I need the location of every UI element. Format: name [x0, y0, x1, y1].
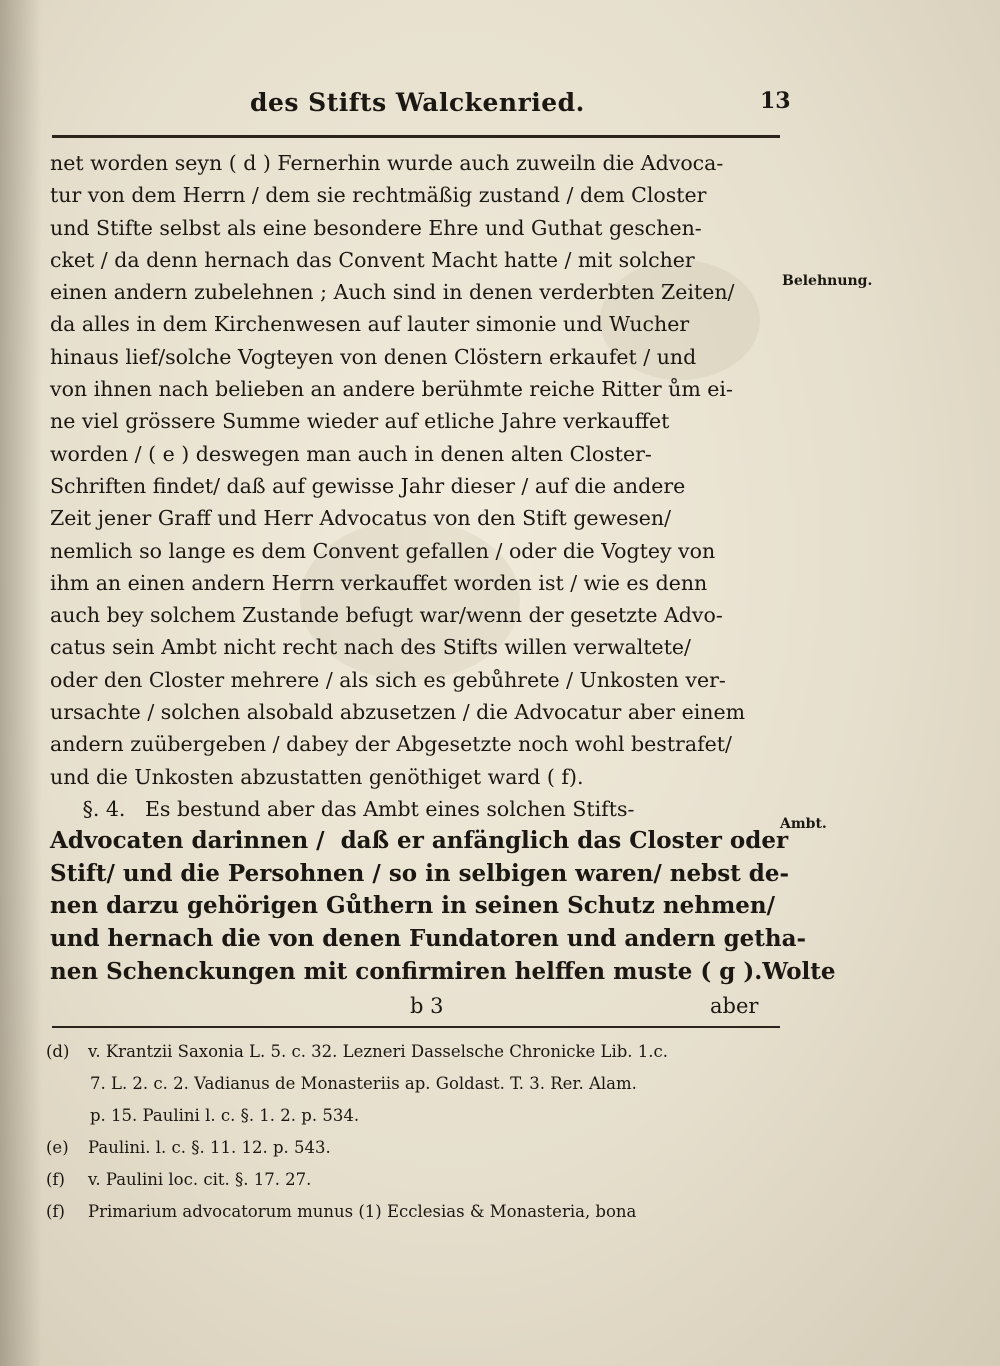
footnote-rule: [52, 1026, 780, 1028]
footnote-mark: (f): [46, 1202, 65, 1221]
footnote: [46, 1196, 786, 1228]
text-line: andern zuübergeben / dabey der Abgesetzte noch wohl bestrafet/: [50, 732, 732, 757]
text-line: tur von dem Herrn / dem sie rechtmäßig zustand / dem Closter: [50, 183, 707, 208]
text-line: und Stifte selbst als eine besondere Ehre und Guthat geschen-: [50, 215, 702, 240]
text-line: auch bey solchem Zustande befugt war/wenn der gesetzte Advo-: [50, 603, 723, 628]
footnote-text: p. 15. Paulini l. c. §. 1. 2. p. 534.: [90, 1106, 360, 1125]
emphasis-line: nen Schenckungen mit confirmiren helffen muste ( g ).Wolte: [50, 957, 836, 985]
footnotes-block: [46, 1036, 786, 1228]
text-line: oder den Closter mehrere / als sich es gebůhrete / Unkosten ver-: [50, 667, 726, 692]
text-line: und die Unkosten abzustatten genöthiget ward ( f).: [50, 764, 584, 789]
running-title: des Stifts Walckenried.: [250, 88, 585, 117]
text-line: von ihnen nach belieben an andere berühmte reiche Ritter ům ei-: [50, 377, 733, 402]
emphasis-line: Advocaten darinnen / daß er anfänglich das Closter oder: [50, 827, 789, 855]
text-line: Zeit jener Graff und Herr Advocatus von den Stift gewesen/: [50, 506, 671, 531]
emphasis-line: und hernach die von denen Fundatoren und andern getha-: [50, 925, 807, 953]
signature-mark: b 3: [410, 994, 444, 1018]
footnote-text: Paulini. l. c. §. 11. 12. p. 543.: [88, 1138, 331, 1157]
page-header: [250, 84, 791, 124]
footnote: [46, 1164, 786, 1196]
margin-note-belehnung: Belehnung.: [782, 273, 873, 289]
margin-note-ambt: Ambt.: [780, 816, 827, 832]
text-line: net worden seyn ( d ) Fernerhin wurde auch zuweiln die Advoca-: [50, 151, 724, 175]
text-line: ursachte / solchen alsobald abzusetzen / die Advocatur aber einem: [50, 700, 746, 725]
footnote: [46, 1132, 786, 1164]
footnote-text: Primarium advocatorum munus (1) Ecclesias & Monasteria, bona: [88, 1202, 637, 1221]
text-line: worden / ( e ) deswegen man auch in denen alten Closter-: [50, 441, 652, 466]
emphasis-line: nen darzu gehörigen Gůthern in seinen Schutz nehmen/: [50, 892, 776, 920]
text-line: Schriften findet/ daß auf gewisse Jahr dieser / auf die andere: [50, 473, 686, 498]
text-line: cket / da denn hernach das Convent Macht hatte / mit solcher: [50, 247, 695, 272]
emphasis-line: Stift/ und die Persohnen / so in selbigen waren/ nebst de-: [50, 859, 790, 887]
footnote-text: v. Paulini loc. cit. §. 17. 27.: [88, 1170, 312, 1189]
text-line: einen andern zubelehnen ; Auch sind in denen verderbten Zeiten/: [50, 280, 735, 305]
footnote-text: 7. L. 2. c. 2. Vadianus de Monasteriis ap. Goldast. T. 3. Rer. Alam.: [90, 1074, 637, 1093]
text-line: da alles in dem Kirchenwesen auf lauter simonie und Wucher: [50, 312, 690, 337]
footnote-mark: (d): [46, 1042, 70, 1061]
text-line: hinaus lief/solche Vogteyen von denen Clöstern erkaufet / und: [50, 344, 697, 369]
footnote-mark: (e): [46, 1138, 69, 1157]
text-line: catus sein Ambt nicht recht nach des Stifts willen verwaltete/: [50, 635, 691, 660]
catchword: aber: [710, 994, 759, 1018]
text-line: ne viel grössere Summe wieder auf etliche Jahre verkauffet: [50, 409, 670, 434]
footnote-text: v. Krantzii Saxonia L. 5. c. 32. Lezneri Dasselsche Chronicke Lib. 1.c.: [88, 1042, 669, 1061]
text-line: nemlich so lange es dem Convent gefallen / oder die Vogtey von: [50, 538, 716, 563]
header-rule: [52, 135, 780, 138]
page-number: 13: [760, 88, 791, 114]
text-line: ihm an einen andern Herrn verkauffet worden ist / wie es denn: [50, 570, 708, 595]
footnote: [46, 1036, 786, 1068]
footnote-mark: (f): [46, 1170, 65, 1189]
section-line: §. 4. Es bestund aber das Ambt eines solchen Stifts-: [50, 796, 635, 821]
footnote-continuation: [46, 1068, 786, 1100]
footnote-continuation: [46, 1100, 786, 1132]
